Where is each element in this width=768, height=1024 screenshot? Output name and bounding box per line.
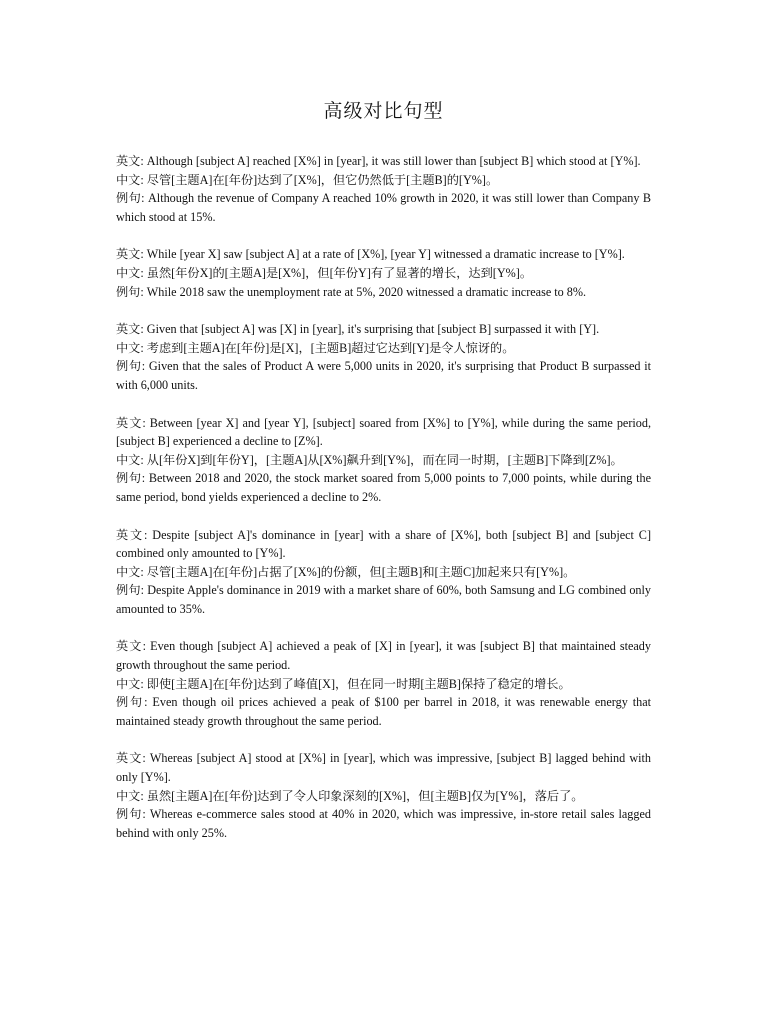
entry-english: 英文: While [year X] saw [subject A] at a rate of [X%], [year Y] witnessed a dramatic increase to [Y%]. (116, 247, 625, 262)
entry-example: 例句: Between 2018 and 2020, the stock market soared from 5,000 points to 7,000 points, while during the same period, bond yields experienced a decline to 2%. (116, 471, 651, 504)
entry-7 (116, 749, 651, 842)
entry-chinese: 中文: 考虑到[主题A]在[年份]是[X]，[主题B]超过它达到[Y]是令人惊讶的。 (116, 340, 515, 355)
entry-example: 例句: Despite Apple's dominance in 2019 with a market share of 60%, both Samsung and LG combined only amounted to 35%. (116, 583, 651, 616)
entry-chinese: 中文: 虽然[主题A]在[年份]达到了令人印象深刻的[X%]，但[主题B]仅为[Y%]，落后了。 (116, 788, 584, 803)
entry-example: 例句: Even though oil prices achieved a peak of $100 per barrel in 2018, it was renewable energy that maintained steady growth throughout the same period. (116, 695, 651, 728)
entry-english: 英文: Between [year X] and [year Y], [subject] soared from [X%] to [Y%], while during the same period, [subject B] experienced a decline to [Z%]. (116, 415, 651, 449)
entry-example: 例句: Although the revenue of Company A reached 10% growth in 2020, it was still lower than Company B which stood at 15%. (116, 191, 651, 224)
entry-example: 例句: Whereas e-commerce sales stood at 40% in 2020, which was impressive, in-store retail sales lagged behind with only 25%. (116, 807, 651, 840)
entry-chinese: 中文: 即使[主题A]在[年份]达到了峰值[X]，但在同一时期[主题B]保持了稳定的增长。 (116, 676, 571, 691)
entry-chinese: 中文: 尽管[主题A]在[年份]达到了[X%]，但它仍然低于[主题B]的[Y%]。 (116, 172, 499, 187)
entry-english: 英文: Whereas [subject A] stood at [X%] in [year], which was impressive, [subject B] lagged behind with only [Y%]. (116, 751, 651, 785)
entry-2 (116, 245, 651, 301)
entry-list (116, 152, 651, 842)
document-page (116, 0, 651, 861)
entry-english: 英文: Even though [subject A] achieved a peak of [X] in [year], it was [subject B] that maintained steady growth throughout the same period. (116, 639, 651, 673)
entry-5 (116, 526, 651, 619)
page-title: 高级对比句型 (323, 101, 444, 122)
entry-1 (116, 152, 651, 226)
entry-example: 例句: While 2018 saw the unemployment rate at 5%, 2020 witnessed a dramatic increase to 8%. (116, 284, 587, 299)
entry-example: 例句: Given that the sales of Product A were 5,000 units in 2020, it's surprising that Product B surpassed it with 6,000 units. (116, 359, 651, 392)
entry-chinese: 中文: 虽然[年份X]的[主题A]是[X%]，但[年份Y]有了显著的增长，达到[Y%]。 (116, 265, 533, 280)
entry-6 (116, 637, 651, 730)
entry-3 (116, 320, 651, 394)
entry-english: 英文: Despite [subject A]'s dominance in [year] with a share of [X%], both [subject B] and [subject C] combined only amounted to [Y%]. (116, 527, 651, 561)
entry-chinese: 中文: 尽管[主题A]在[年份]占据了[X%]的份额，但[主题B]和[主题C]加起来只有[Y%]。 (116, 564, 576, 579)
entry-4 (116, 414, 651, 507)
entry-chinese: 中文: 从[年份X]到[年份Y]，[主题A]从[X%]飙升到[Y%]，而在同一时期，[主题B]下降到[Z%]。 (116, 452, 623, 467)
entry-english: 英文: Although [subject A] reached [X%] in [year], it was still lower than [subject B] which stood at [Y%]. (116, 154, 641, 168)
entry-english: 英文: Given that [subject A] was [X] in [year], it's surprising that [subject B] surpassed it with [Y]. (116, 322, 600, 337)
